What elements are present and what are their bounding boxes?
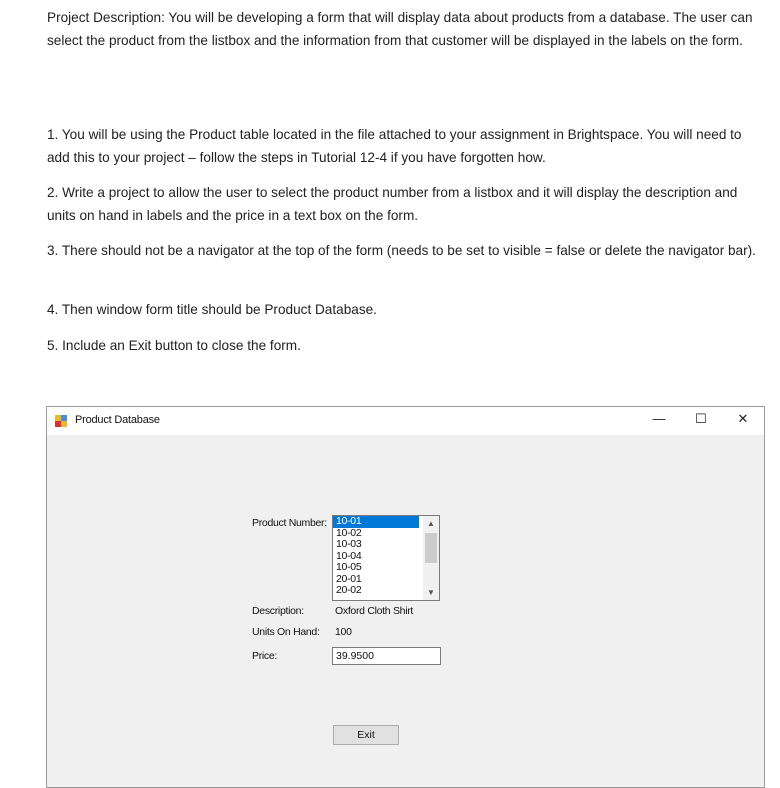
instruction-3: 3. There should not be a navigator at the top of the form (needs to be set to visible = false or delete the navigator bar). xyxy=(47,243,756,258)
list-item[interactable]: 10-03 xyxy=(336,538,362,550)
list-item[interactable]: 10-04 xyxy=(336,549,362,562)
product-database-window xyxy=(46,406,765,788)
window-title: Product Database xyxy=(75,414,160,426)
title-bar xyxy=(47,407,764,435)
units-on-hand-label: Units On Hand: xyxy=(252,626,320,638)
instruction-4: 4. Then window form title should be Product Database. xyxy=(47,302,377,317)
list-item[interactable]: 20-01 xyxy=(336,572,362,585)
listbox-scrollbar[interactable] xyxy=(423,516,439,600)
close-button[interactable]: ✕ xyxy=(737,411,749,426)
list-item[interactable]: 10-02 xyxy=(336,526,362,539)
scroll-thumb[interactable] xyxy=(425,533,437,563)
instruction-5: 5. Include an Exit button to close the form. xyxy=(47,338,301,353)
app-icon xyxy=(55,415,67,427)
description-value: Oxford Cloth Shirt xyxy=(335,605,414,617)
description-label: Description: xyxy=(252,605,304,617)
exit-button[interactable]: Exit xyxy=(333,725,399,745)
price-textbox[interactable]: 39.9500 xyxy=(332,647,441,665)
minimize-button[interactable]: — xyxy=(652,411,666,426)
project-description: Project Description: You will be developing a form that will display data about products from a database. The user can select the product from the listbox and the information from that customer will be displayed in the labels on the form. xyxy=(47,10,753,48)
scroll-up-icon[interactable]: ▲ xyxy=(427,519,435,528)
instruction-1: 1. You will be using the Product table located in the file attached to your assignment in Brightspace. You will need to add this to your project – follow the steps in Tutorial 12-4 if you have forgotten how. xyxy=(47,127,742,165)
maximize-button[interactable]: ☐ xyxy=(695,411,707,426)
price-label: Price: xyxy=(252,650,278,662)
list-item[interactable]: 10-01 xyxy=(333,516,419,528)
units-on-hand-value: 100 xyxy=(335,626,352,638)
instruction-2: 2. Write a project to allow the user to select the product number from a listbox and it will display the description and units on hand in labels and the price in a text box on the form. xyxy=(47,185,738,223)
list-item[interactable]: 20-02 xyxy=(336,584,362,596)
list-item[interactable]: 10-05 xyxy=(336,561,362,573)
product-number-label: Product Number: xyxy=(252,517,327,529)
scroll-down-icon[interactable]: ▼ xyxy=(427,588,435,597)
product-listbox[interactable] xyxy=(332,515,440,601)
